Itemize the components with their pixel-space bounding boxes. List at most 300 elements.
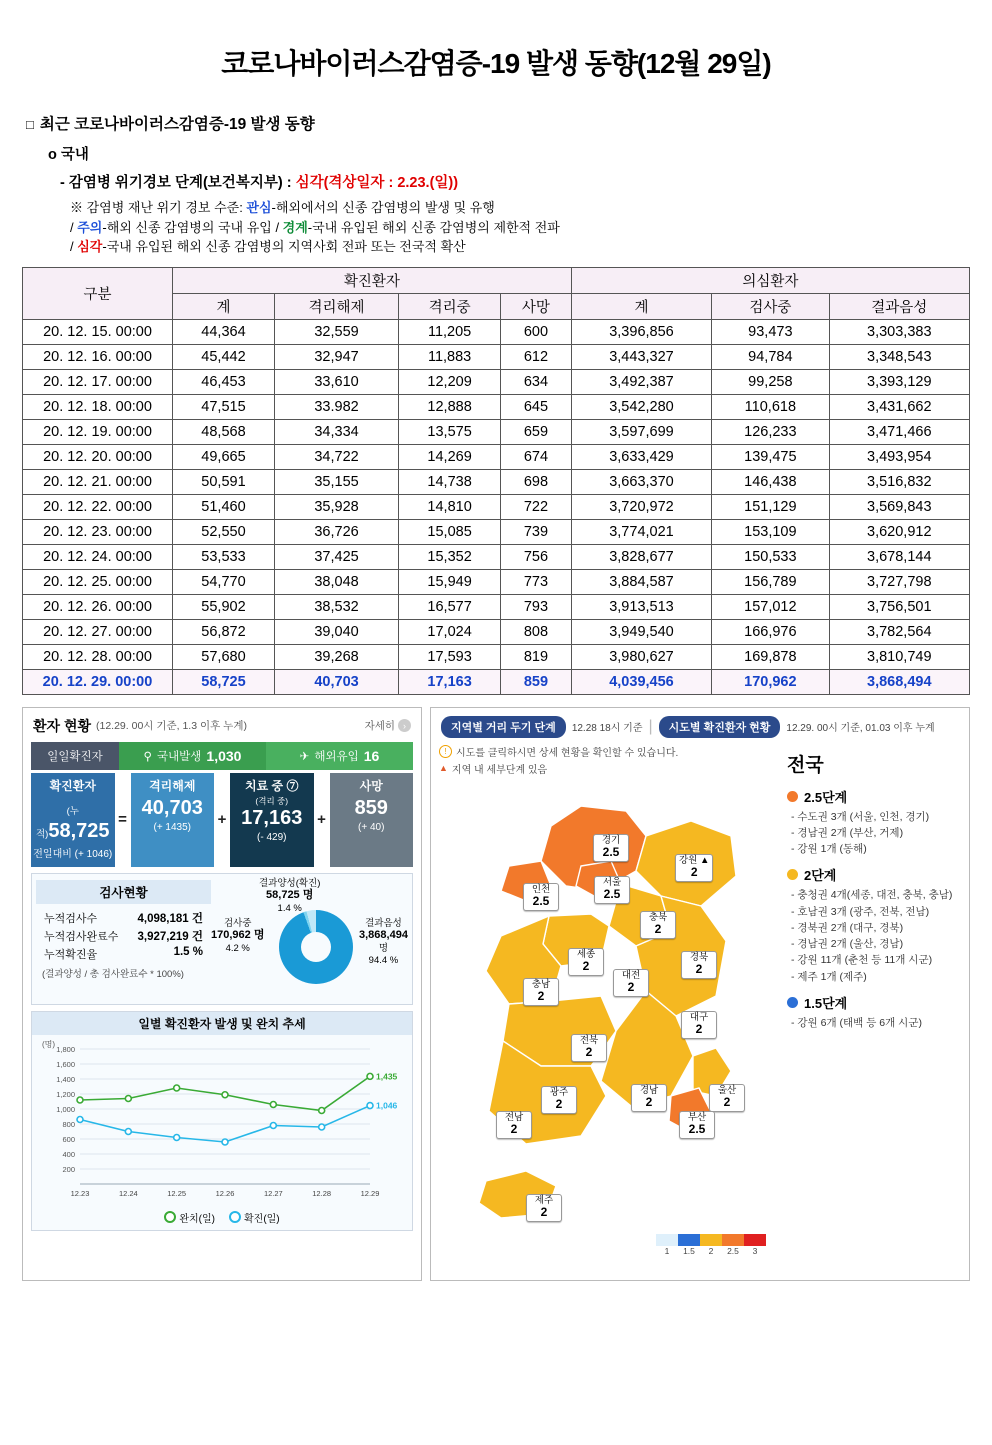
legend-dot-recovered xyxy=(164,1211,176,1223)
cell-value: 819 xyxy=(501,644,572,669)
cell-value: 99,258 xyxy=(712,369,829,394)
legend-dot-confirmed xyxy=(229,1211,241,1223)
kpi-confirmed-value: (누적)58,725 xyxy=(35,805,110,842)
cell-value: 35,928 xyxy=(274,494,398,519)
level-dot-icon xyxy=(787,791,798,802)
imported-label: 해외유입 xyxy=(314,750,359,763)
svg-text:1,800: 1,800 xyxy=(56,1044,75,1054)
cell-value: 12,209 xyxy=(399,369,501,394)
operator-equals: = xyxy=(115,773,131,867)
test-note: (결과양성 / 총 검사완료수 * 100%) xyxy=(42,968,184,980)
col-suspected-total: 계 xyxy=(571,293,711,319)
region-name: 대전 xyxy=(621,969,641,981)
header-divider: | xyxy=(648,717,653,735)
operator-plus-1: + xyxy=(214,773,230,867)
donut-negative-label: 결과음성 3,868,494 명 94.4 % xyxy=(359,917,408,966)
legend-recovered: 완치(일) xyxy=(164,1210,215,1225)
region-marker[interactable] xyxy=(709,1084,745,1113)
table-row xyxy=(23,494,970,519)
cell-value: 3,431,662 xyxy=(829,394,969,419)
legend-confirmed: 확진(일) xyxy=(229,1210,280,1225)
cell-value: 157,012 xyxy=(712,594,829,619)
region-level: 2.5 xyxy=(602,845,620,860)
cell-value: 46,453 xyxy=(173,369,275,394)
region-level: 2 xyxy=(695,1022,703,1037)
cell-value: 17,163 xyxy=(399,669,501,694)
cell-value: 15,949 xyxy=(399,569,501,594)
kpi-released-value: 40,703 xyxy=(141,796,203,819)
scale-number: 2.5 xyxy=(727,1245,739,1256)
level-item: - 경남권 2개 (부산, 거제) xyxy=(791,826,904,839)
details-label: 자세히 xyxy=(364,720,395,732)
level-dot-icon xyxy=(787,869,798,880)
alert-level-value: 심각(격상일자 : 2.23.(일)) xyxy=(295,175,459,191)
col-group-confirmed: 확진환자 xyxy=(173,267,572,293)
kpi-treating-value: 17,163 xyxy=(241,806,303,829)
scale-numbers xyxy=(656,1246,766,1256)
region-name: 서울 xyxy=(602,876,622,888)
cell-value: 674 xyxy=(501,444,572,469)
kpi-deaths-delta: (+ 40) xyxy=(358,821,385,833)
region-marker[interactable] xyxy=(594,876,630,905)
svg-text:12.23: 12.23 xyxy=(70,1188,90,1198)
cell-value: 3,569,843 xyxy=(829,494,969,519)
region-marker[interactable] xyxy=(675,854,713,883)
level-item: - 강원 11개 (춘천 등 11개 시군) xyxy=(791,954,933,967)
level-item: - 경남권 2개 (울산, 경남) xyxy=(791,938,904,951)
test-status-title: 검사현황 xyxy=(36,880,211,904)
document-page xyxy=(0,42,992,1445)
cell-value: 32,947 xyxy=(274,344,398,369)
level-name: 2단계 xyxy=(804,868,837,884)
domestic-value: 1,030 xyxy=(206,747,242,764)
statistics-table xyxy=(22,267,970,695)
cell-value: 44,364 xyxy=(173,319,275,344)
region-marker[interactable] xyxy=(523,883,559,912)
bullet-level1: □ 최근 코로나바이러스감염증-19 발생 동향 xyxy=(26,116,315,133)
level-items xyxy=(791,1015,963,1031)
table-row xyxy=(23,544,970,569)
region-level: 2 xyxy=(582,959,590,974)
cell-value: 3,348,543 xyxy=(829,344,969,369)
cell-value: 55,902 xyxy=(173,594,275,619)
domestic-label: 국내발생 xyxy=(156,750,202,763)
cell-value: 3,828,677 xyxy=(571,544,711,569)
cell-value: 3,884,587 xyxy=(571,569,711,594)
col-isolated: 격리중 xyxy=(399,293,501,319)
region-level: 2 xyxy=(540,1205,548,1220)
cell-value: 38,048 xyxy=(274,569,398,594)
cell-value: 126,233 xyxy=(712,419,829,444)
distancing-map-panel xyxy=(430,707,970,1281)
region-name: 경북 xyxy=(689,951,709,963)
test-row-1: 누적검사완료수 3,927,219 건 xyxy=(44,930,203,943)
test-row-0: 누적검사수 4,098,181 건 xyxy=(44,912,203,925)
bullet-level3: - 감염병 위기경보 단계(보건복지부) : 심각(격상일자 : 2.23.(일)) xyxy=(60,175,459,191)
level-item: - 경북권 2개 (대구, 경북) xyxy=(791,921,904,934)
cell-value: 14,810 xyxy=(399,494,501,519)
table-body xyxy=(23,319,970,694)
cell-date: 20. 12. 25. 00:00 xyxy=(23,569,173,594)
cell-value: 3,980,627 xyxy=(571,644,711,669)
region-level: 2.5 xyxy=(532,894,550,909)
region-name: 인천 xyxy=(531,883,551,895)
korea-map[interactable] xyxy=(431,766,781,1266)
warning-triangle-icon: ▲ xyxy=(439,763,448,773)
cell-value: 146,438 xyxy=(712,469,829,494)
region-marker[interactable] xyxy=(568,948,604,977)
cell-date: 20. 12. 17. 00:00 xyxy=(23,369,173,394)
svg-text:1,435: 1,435 xyxy=(376,1070,398,1081)
cell-date: 20. 12. 22. 00:00 xyxy=(23,494,173,519)
cell-date: 20. 12. 29. 00:00 xyxy=(23,669,173,694)
col-group-suspected: 의심환자 xyxy=(571,267,969,293)
cell-value: 3,492,387 xyxy=(571,369,711,394)
imported-cases xyxy=(266,742,413,770)
daily-trend-chart-box xyxy=(31,1011,413,1231)
region-level: 2 xyxy=(555,1097,563,1112)
kpi-released xyxy=(131,773,215,867)
region-name: 경기 xyxy=(601,834,621,846)
table-row xyxy=(23,594,970,619)
map-info-line: ! 시도를 클릭하시면 상세 현황을 확인할 수 있습니다. xyxy=(431,740,781,759)
svg-text:1,600: 1,600 xyxy=(56,1059,75,1069)
col-deaths: 사망 xyxy=(501,293,572,319)
cell-value: 793 xyxy=(501,594,572,619)
kpi-confirmed-delta: 전일대비 (+ 1046) xyxy=(33,848,113,860)
daily-cases-label: 일일확진자 xyxy=(31,742,119,770)
scale-number: 1 xyxy=(664,1245,670,1256)
svg-text:200: 200 xyxy=(62,1164,75,1174)
cell-value: 53,533 xyxy=(173,544,275,569)
region-level: 2 xyxy=(627,980,635,995)
alert-note xyxy=(70,198,970,257)
cell-value: 56,872 xyxy=(173,619,275,644)
cell-value: 34,334 xyxy=(274,419,398,444)
col-testing: 검사중 xyxy=(712,293,829,319)
svg-text:12.24: 12.24 xyxy=(118,1188,138,1198)
cell-value: 3,303,383 xyxy=(829,319,969,344)
imported-value: 16 xyxy=(363,747,380,764)
cell-date: 20. 12. 23. 00:00 xyxy=(23,519,173,544)
note-line-3: / 심각-국내 유입된 해외 신종 감염병의 지역사회 전파 또는 전국적 확산 xyxy=(70,239,466,254)
cell-value: 3,443,327 xyxy=(571,344,711,369)
domestic-cases xyxy=(119,742,266,770)
cell-value: 3,471,466 xyxy=(829,419,969,444)
cell-value: 3,493,954 xyxy=(829,444,969,469)
cell-date: 20. 12. 20. 00:00 xyxy=(23,444,173,469)
cell-value: 3,396,856 xyxy=(571,319,711,344)
patient-panel-header xyxy=(23,708,421,740)
col-group-division: 구분 xyxy=(23,267,173,319)
cell-value: 3,949,540 xyxy=(571,619,711,644)
region-marker[interactable] xyxy=(681,1011,717,1040)
kpi-confirmed-title: 확진환자 xyxy=(49,778,96,793)
scale-bar xyxy=(744,1234,766,1246)
cell-value: 156,789 xyxy=(712,569,829,594)
svg-text:600: 600 xyxy=(62,1134,75,1144)
table-row xyxy=(23,519,970,544)
cell-date: 20. 12. 26. 00:00 xyxy=(23,594,173,619)
table-header xyxy=(23,267,970,319)
cell-value: 93,473 xyxy=(712,319,829,344)
square-bullet-icon: □ xyxy=(26,117,34,132)
dashboard xyxy=(22,707,970,1281)
donut-positive-label: 결과양성(확진) 58,725 명 1.4 % xyxy=(259,877,321,915)
cell-value: 16,577 xyxy=(399,594,501,619)
table-header-row-group xyxy=(23,267,970,293)
region-level: 2 xyxy=(723,1095,731,1110)
cell-value: 51,460 xyxy=(173,494,275,519)
region-marker[interactable] xyxy=(681,951,717,980)
scale-bar xyxy=(700,1234,722,1246)
kpi-deaths xyxy=(330,773,414,867)
region-name: 울산 xyxy=(717,1084,737,1096)
cell-value: 14,738 xyxy=(399,469,501,494)
svg-text:12.27: 12.27 xyxy=(263,1188,283,1198)
level-item: - 수도권 3개 (서울, 인천, 경기) xyxy=(791,810,930,823)
region-name: 세종 xyxy=(576,948,596,960)
cell-date: 20. 12. 28. 00:00 xyxy=(23,644,173,669)
table-row xyxy=(23,469,970,494)
table-row xyxy=(23,644,970,669)
test-status-left xyxy=(36,880,211,998)
map-column xyxy=(431,740,781,1280)
cell-value: 13,575 xyxy=(399,419,501,444)
cell-value: 3,727,798 xyxy=(829,569,969,594)
cell-value: 3,633,429 xyxy=(571,444,711,469)
kpi-released-delta: (+ 1435) xyxy=(153,821,192,833)
cell-value: 3,756,501 xyxy=(829,594,969,619)
cell-value: 35,155 xyxy=(274,469,398,494)
svg-text:1,000: 1,000 xyxy=(56,1104,75,1114)
region-level: 2.5 xyxy=(688,1122,706,1137)
scale-bar xyxy=(722,1234,744,1246)
level-item: - 제주 1개 (제주) xyxy=(791,970,867,983)
cell-value: 166,976 xyxy=(712,619,829,644)
chart-legend xyxy=(32,1210,412,1230)
cell-value: 3,542,280 xyxy=(571,394,711,419)
region-name: 광주 xyxy=(549,1086,569,1098)
region-name: 경남 xyxy=(639,1084,659,1096)
cell-value: 170,962 xyxy=(712,669,829,694)
donut-testing-label: 검사중 170,962 명 4.2 % xyxy=(211,917,265,955)
page-title: 코로나바이러스감염증-19 발생 동향(12월 29일) xyxy=(221,48,771,79)
cell-value: 39,040 xyxy=(274,619,398,644)
level-items xyxy=(791,809,963,858)
region-marker[interactable] xyxy=(526,1194,562,1223)
table-row xyxy=(23,369,970,394)
chart-title: 일별 확진환자 발생 및 완치 추세 xyxy=(32,1012,412,1035)
cell-value: 39,268 xyxy=(274,644,398,669)
svg-text:12.28: 12.28 xyxy=(312,1188,332,1198)
region-name: 제주 xyxy=(534,1194,554,1206)
level-item: - 충청권 4개(세종, 대전, 충북, 충남) xyxy=(791,889,953,902)
pin-icon: ⚲ xyxy=(143,750,152,763)
cell-value: 34,722 xyxy=(274,444,398,469)
region-level: 2 xyxy=(695,962,703,977)
tab-distancing-level[interactable]: 지역별 거리 두기 단계 xyxy=(441,716,566,738)
level-list xyxy=(787,787,963,1032)
note-line-2: / 주의-해외 신종 감염병의 국내 유입 / 경계-국내 유입된 해외 신종 감염병의 제한적 전파 xyxy=(70,219,560,235)
cell-value: 37,425 xyxy=(274,544,398,569)
region-marker[interactable] xyxy=(679,1111,715,1140)
region-marker[interactable] xyxy=(613,969,649,998)
cell-value: 150,533 xyxy=(712,544,829,569)
cell-value: 12,888 xyxy=(399,394,501,419)
level-items xyxy=(791,887,963,985)
region-level: 2 xyxy=(690,865,698,880)
cell-value: 17,024 xyxy=(399,619,501,644)
region-marker[interactable] xyxy=(640,911,676,940)
scale-number: 1.5 xyxy=(683,1245,695,1256)
cell-value: 50,591 xyxy=(173,469,275,494)
cell-value: 739 xyxy=(501,519,572,544)
svg-text:1,046: 1,046 xyxy=(376,1100,398,1111)
cell-date: 20. 12. 19. 00:00 xyxy=(23,419,173,444)
svg-text:1,200: 1,200 xyxy=(56,1089,75,1099)
cell-value: 600 xyxy=(501,319,572,344)
region-level: 2 xyxy=(654,922,662,937)
test-row-2: 누적확진율 1.5 % xyxy=(44,945,203,961)
cell-value: 756 xyxy=(501,544,572,569)
test-status-box xyxy=(31,873,413,1005)
cell-date: 20. 12. 15. 00:00 xyxy=(23,319,173,344)
cell-value: 14,269 xyxy=(399,444,501,469)
region-level: 2.5 xyxy=(603,887,621,902)
level-heading xyxy=(787,993,963,1012)
region-name: 강원 ▲ xyxy=(679,854,710,866)
cell-value: 3,663,370 xyxy=(571,469,711,494)
cell-value: 3,868,494 xyxy=(829,669,969,694)
region-name: 충남 xyxy=(531,978,551,990)
patient-panel-subtitle: (12.29. 00시 기준, 1.3 이후 누계) xyxy=(96,720,247,732)
level-name: 2.5단계 xyxy=(804,789,848,805)
svg-text:(명): (명) xyxy=(42,1039,56,1049)
col-negative: 결과음성 xyxy=(829,293,969,319)
cell-value: 11,205 xyxy=(399,319,501,344)
note-line-1: ※ 감염병 재난 위기 경보 수준: 관심-해외에서의 신종 감염병의 발생 및 유행 xyxy=(70,200,495,215)
cell-value: 139,475 xyxy=(712,444,829,469)
cell-value: 3,782,564 xyxy=(829,619,969,644)
region-marker[interactable] xyxy=(496,1111,532,1140)
cell-value: 33.982 xyxy=(274,394,398,419)
kpi-confirmed xyxy=(31,773,115,867)
cell-value: 3,620,912 xyxy=(829,519,969,544)
region-name: 전남 xyxy=(504,1111,524,1123)
details-link[interactable] xyxy=(365,718,411,733)
level-item: - 강원 1개 (동해) xyxy=(791,843,867,856)
plane-icon: ✈ xyxy=(299,750,310,763)
kpi-treating-title: 치료 중 ⑦ xyxy=(245,778,299,793)
cell-value: 153,109 xyxy=(712,519,829,544)
cell-value: 3,810,749 xyxy=(829,644,969,669)
scale-bar xyxy=(656,1234,678,1246)
cell-value: 54,770 xyxy=(173,569,275,594)
region-marker[interactable] xyxy=(571,1034,607,1063)
region-marker[interactable] xyxy=(593,834,629,863)
kpi-confirmed-prefix: (누적) xyxy=(35,805,79,840)
operator-plus-2: + xyxy=(314,773,330,867)
map-panel-body xyxy=(431,740,969,1280)
table-row xyxy=(23,569,970,594)
region-marker[interactable] xyxy=(631,1084,667,1113)
chart-area xyxy=(32,1035,412,1210)
daily-source-row xyxy=(31,742,413,770)
cell-value: 4,039,456 xyxy=(571,669,711,694)
cell-value: 698 xyxy=(501,469,572,494)
cell-value: 15,352 xyxy=(399,544,501,569)
cell-date: 20. 12. 27. 00:00 xyxy=(23,619,173,644)
region-level: 2 xyxy=(645,1095,653,1110)
cell-value: 45,442 xyxy=(173,344,275,369)
patient-panel-title: 환자 현황 xyxy=(33,717,91,734)
cell-value: 169,878 xyxy=(712,644,829,669)
kpi-treating-sub: (격리 중) xyxy=(255,795,289,806)
cell-value: 48,568 xyxy=(173,419,275,444)
svg-text:12.25: 12.25 xyxy=(167,1188,187,1198)
region-name: 부산 xyxy=(687,1111,707,1123)
cell-value: 36,726 xyxy=(274,519,398,544)
info-icon: ! xyxy=(439,745,452,758)
cell-value: 47,515 xyxy=(173,394,275,419)
svg-text:12.26: 12.26 xyxy=(215,1188,235,1198)
cell-value: 11,883 xyxy=(399,344,501,369)
level-item: - 호남권 3개 (광주, 전북, 전남) xyxy=(791,905,930,918)
regional-timestamp: 12.29. 00시 기준, 01.03 이후 누계 xyxy=(786,723,935,734)
scale-bars xyxy=(656,1234,766,1246)
cell-value: 612 xyxy=(501,344,572,369)
level-heading xyxy=(787,787,963,806)
scale-number: 3 xyxy=(752,1245,758,1256)
cell-value: 634 xyxy=(501,369,572,394)
level-dot-icon xyxy=(787,997,798,1008)
cell-value: 49,665 xyxy=(173,444,275,469)
kpi-deaths-value: 859 xyxy=(354,796,388,819)
bullet-level2: o 국내 xyxy=(48,147,89,163)
cell-value: 32,559 xyxy=(274,319,398,344)
svg-text:400: 400 xyxy=(62,1149,75,1159)
svg-text:800: 800 xyxy=(62,1119,75,1129)
table-row xyxy=(23,669,970,694)
cell-value: 110,618 xyxy=(712,394,829,419)
cell-value: 859 xyxy=(501,669,572,694)
cell-value: 33,610 xyxy=(274,369,398,394)
nation-label: 전국 xyxy=(787,754,824,776)
region-marker[interactable] xyxy=(523,978,559,1007)
cell-value: 15,085 xyxy=(399,519,501,544)
map-scale-legend xyxy=(656,1234,766,1256)
cell-date: 20. 12. 16. 00:00 xyxy=(23,344,173,369)
region-name: 충북 xyxy=(648,911,668,923)
table-row xyxy=(23,619,970,644)
cell-value: 17,593 xyxy=(399,644,501,669)
region-marker[interactable] xyxy=(541,1086,577,1115)
svg-text:12.29: 12.29 xyxy=(360,1188,380,1198)
col-released: 격리해제 xyxy=(274,293,398,319)
test-donut-chart xyxy=(211,877,408,998)
cell-value: 3,393,129 xyxy=(829,369,969,394)
cell-value: 808 xyxy=(501,619,572,644)
table-row xyxy=(23,319,970,344)
patient-status-panel xyxy=(22,707,422,1281)
cell-value: 151,129 xyxy=(712,494,829,519)
donut-ring xyxy=(279,910,353,984)
level-name: 1.5단계 xyxy=(804,995,848,1011)
cell-value: 645 xyxy=(501,394,572,419)
cell-value: 3,774,021 xyxy=(571,519,711,544)
tab-regional-cases[interactable]: 시도별 확진환자 현황 xyxy=(659,716,781,738)
